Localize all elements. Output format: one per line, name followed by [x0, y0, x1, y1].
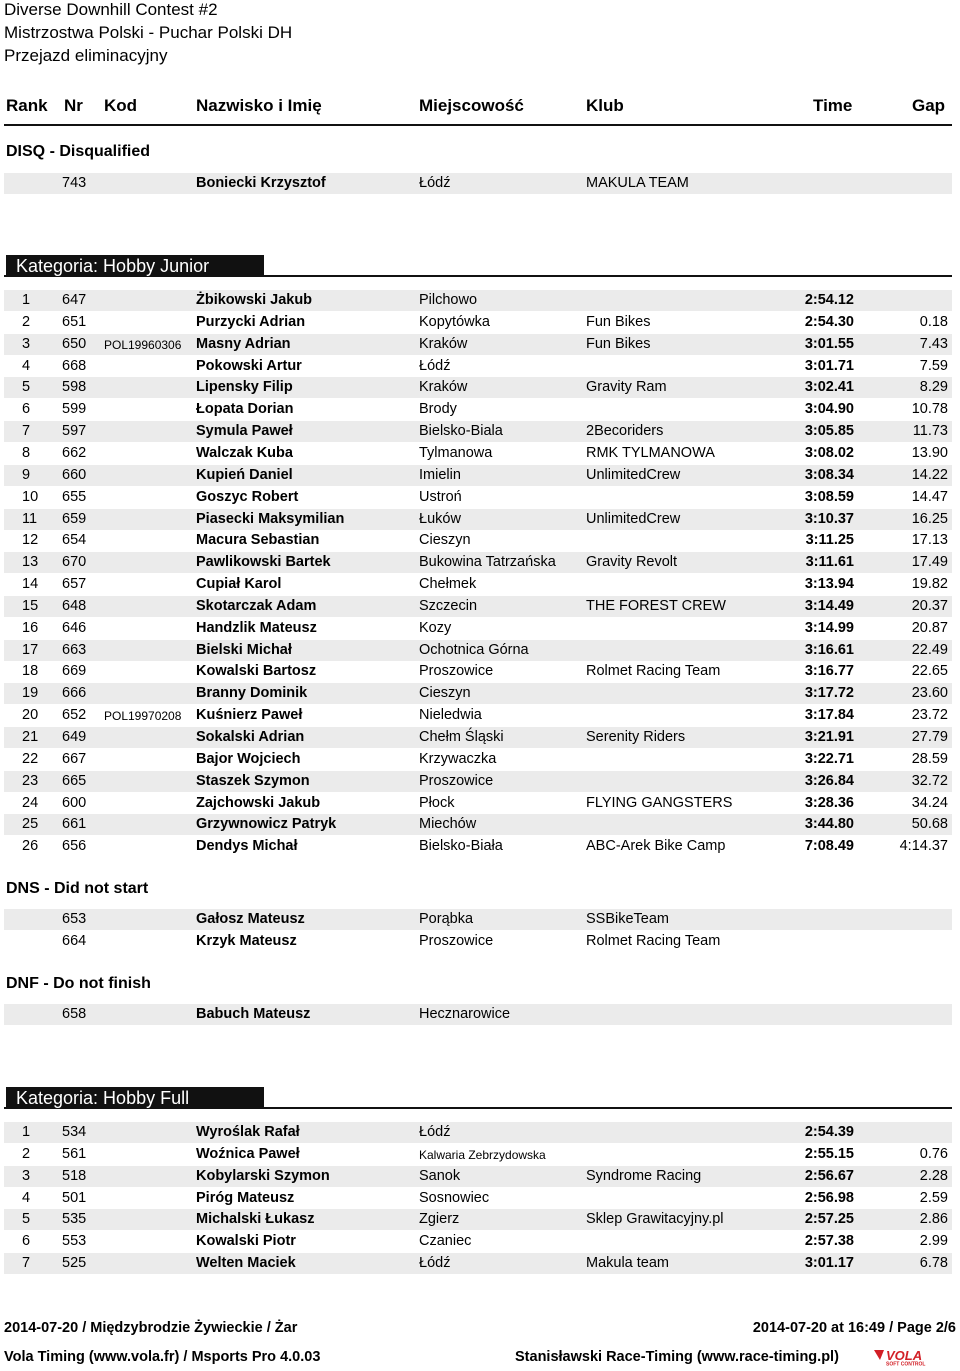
cell-nr: 667	[62, 750, 87, 767]
table-row	[4, 1231, 952, 1252]
cell-klub: Gravity Revolt	[586, 554, 678, 571]
cell-nr: 669	[62, 663, 87, 680]
cell-nr: 659	[62, 510, 87, 527]
cell-gap: 11.73	[912, 423, 948, 440]
cell-gap: 2.28	[919, 1167, 948, 1184]
cell-time: 3:21.91	[804, 729, 854, 745]
cell-nr: 651	[62, 313, 87, 330]
event-session: Przejazd eliminacyjny	[4, 46, 168, 65]
logo-text: VOLA	[886, 1348, 923, 1363]
table-row	[4, 661, 952, 682]
cell-rank: 11	[22, 510, 38, 527]
cell-time: 3:26.84	[804, 772, 854, 789]
cell-gap: 32.72	[911, 772, 948, 789]
cell-klub: Syndrome Racing	[586, 1167, 702, 1184]
cell-rank: 22	[22, 750, 39, 767]
cell-nr: 553	[62, 1233, 87, 1250]
table-row	[4, 640, 952, 661]
cell-gap: 22.65	[911, 663, 948, 680]
cell-rank: 14	[22, 576, 39, 593]
cell-nr: 661	[62, 816, 87, 833]
cell-time: 3:04.90	[804, 401, 854, 418]
cell-rank: 2	[22, 313, 31, 330]
cell-city: Hecznarowice	[419, 1006, 511, 1022]
footer-timestamp-page: 2014-07-20 at 16:49 / Page 2/6	[752, 1320, 956, 1336]
table-row	[4, 421, 952, 442]
cell-time: 2:54.12	[804, 292, 854, 308]
cell-rank: 1	[22, 1124, 31, 1140]
cell-gap: 6.78	[919, 1255, 948, 1272]
cell-city: Kozy	[419, 619, 452, 636]
cell-nr: 599	[62, 401, 87, 418]
table-row	[4, 618, 952, 639]
cell-time: 3:01.17	[804, 1255, 854, 1272]
cell-rank: 7	[22, 423, 31, 440]
cell-name: Purzycki Adrian	[196, 313, 306, 330]
table-row	[4, 909, 952, 930]
table-row	[4, 399, 952, 420]
cell-name: Bielski Michał	[196, 641, 292, 658]
cell-nr: 668	[62, 357, 87, 374]
table-row	[4, 356, 952, 377]
cell-rank: 5	[22, 379, 31, 396]
cell-name: Lipensky Filip	[196, 379, 293, 396]
cell-city: Szczecin	[419, 597, 478, 614]
table-row	[4, 814, 952, 835]
cell-rank: 8	[22, 444, 31, 461]
cell-rank: 25	[22, 816, 39, 833]
cell-rank: 19	[22, 685, 39, 702]
footer-timekeeper: Stanisławski Race-Timing (www.race-timing.pl)	[515, 1349, 839, 1365]
cell-time: 2:54.39	[804, 1124, 854, 1140]
header-divider	[4, 124, 952, 126]
cell-time: 3:08.59	[804, 488, 854, 505]
cell-city: Chełmek	[419, 576, 477, 593]
cell-city: Łódź	[419, 175, 451, 191]
cell-city: Bukowina Tatrzańska	[419, 554, 556, 571]
cell-gap: 10.78	[911, 401, 948, 418]
cell-city: Chełm Śląski	[419, 729, 504, 745]
cell-rank: 15	[22, 597, 39, 614]
table-row	[4, 443, 952, 464]
cell-klub: MAKULA TEAM	[586, 175, 689, 191]
col-name: Nazwisko i Imię	[196, 96, 322, 115]
cell-klub: Gravity Ram	[586, 379, 667, 396]
event-title: Diverse Downhill Contest #2	[4, 0, 218, 19]
cell-klub: UnlimitedCrew	[586, 466, 681, 483]
cell-name: Gałosz Mateusz	[196, 911, 305, 927]
footer-date-location: 2014-07-20 / Międzybrodzie Żywieckie / Żar	[4, 1320, 298, 1336]
cell-rank: 6	[22, 1233, 31, 1250]
vola-logo	[872, 1348, 956, 1366]
cell-city: Kopytówka	[419, 313, 490, 330]
cell-rank: 1	[22, 292, 31, 308]
table-row	[4, 683, 952, 704]
cell-gap: 22.49	[911, 641, 948, 658]
cell-city: Ochotnica Górna	[419, 641, 529, 658]
cell-rank: 12	[22, 532, 39, 549]
cell-gap: 2.99	[919, 1233, 948, 1250]
table-row	[4, 574, 952, 595]
cell-gap: 19.82	[911, 576, 948, 593]
cell-city: Sosnowiec	[419, 1189, 490, 1206]
cell-gap: 13.90	[911, 444, 948, 461]
table-row	[4, 377, 952, 398]
table-row	[4, 290, 952, 311]
category-hobby-junior: Kategoria: Hobby Junior	[6, 255, 264, 277]
cell-city: Proszowice	[419, 933, 494, 949]
cell-klub: Fun Bikes	[586, 313, 651, 330]
cell-city: Krzywaczka	[419, 750, 497, 767]
cell-nr: 663	[62, 641, 87, 658]
cell-rank: 18	[22, 663, 39, 680]
cell-rank: 21	[22, 729, 39, 745]
cell-gap: 7.59	[919, 357, 948, 374]
cell-time: 3:22.71	[804, 750, 854, 767]
cell-name: Kupień Daniel	[196, 466, 293, 483]
cell-rank: 10	[22, 488, 39, 505]
cell-gap: 17.13	[911, 532, 948, 549]
cell-name: Welten Maciek	[196, 1255, 296, 1272]
cell-rank: 26	[22, 838, 39, 855]
cell-nr: 670	[62, 554, 87, 571]
cell-time: 3:17.84	[804, 707, 854, 724]
table-row	[4, 1253, 952, 1274]
cell-klub: Fun Bikes	[586, 335, 651, 352]
cell-time: 3:01.71	[804, 357, 854, 374]
cell-city: Łódź	[419, 1255, 451, 1272]
cell-klub: ABC-Arek Bike Camp	[586, 838, 726, 855]
cell-city: Czaniec	[419, 1233, 472, 1250]
cell-rank: 9	[22, 466, 31, 483]
cell-name: Piasecki Maksymilian	[196, 510, 345, 527]
cell-name: Grzywnowicz Patryk	[196, 816, 337, 833]
table-row	[4, 1122, 952, 1143]
cell-rank: 16	[22, 619, 39, 636]
cell-city: Łódź	[419, 357, 451, 374]
table-row	[4, 1144, 952, 1165]
col-gap: Gap	[912, 96, 946, 115]
cell-city: Łuków	[419, 510, 461, 527]
cell-nr: 656	[62, 838, 87, 855]
cell-name: Skotarczak Adam	[196, 597, 317, 614]
cell-name: Branny Dominik	[196, 685, 308, 702]
cell-klub: THE FOREST CREW	[586, 597, 726, 614]
cell-name: Staszek Szymon	[196, 772, 310, 789]
cell-nr: 534	[62, 1124, 87, 1140]
cell-name: Żbikowski Jakub	[196, 292, 313, 308]
table-row	[4, 1166, 952, 1187]
table-row	[4, 312, 952, 333]
cell-city: Porąbka	[419, 911, 474, 927]
cell-nr: 655	[62, 488, 87, 505]
cell-time: 3:14.49	[804, 597, 854, 614]
cell-name: Cupiał Karol	[196, 576, 282, 593]
cell-gap: 20.87	[911, 619, 948, 636]
cell-name: Symula Paweł	[196, 423, 293, 440]
cell-gap: 27.79	[911, 729, 948, 745]
cell-gap: 23.60	[911, 685, 948, 702]
cell-rank: 3	[22, 335, 31, 352]
cell-rank: 24	[22, 794, 39, 811]
cell-rank: 23	[22, 772, 39, 789]
table-row	[4, 1004, 952, 1025]
cell-gap: 17.49	[911, 554, 948, 571]
cell-name: Kowalski Piotr	[196, 1233, 296, 1250]
cell-city: Cieszyn	[419, 532, 471, 549]
cell-city: Sanok	[419, 1167, 461, 1184]
cell-gap: 4:14.37	[899, 838, 948, 855]
cell-nr: 662	[62, 444, 87, 461]
cell-name: Kowalski Bartosz	[196, 663, 317, 680]
col-kod: Kod	[104, 96, 138, 115]
cell-rank: 20	[22, 707, 39, 724]
cell-nr: 561	[62, 1145, 87, 1162]
cell-rank: 5	[22, 1211, 31, 1228]
cell-nr: 647	[62, 292, 87, 308]
cell-time: 3:14.99	[804, 619, 854, 636]
cell-nr: 654	[62, 532, 87, 549]
cell-klub: RMK TYLMANOWA	[586, 444, 715, 461]
cell-name: Kuśnierz Paweł	[196, 707, 303, 724]
cell-name: Krzyk Mateusz	[196, 933, 297, 949]
cell-nr: 657	[62, 576, 87, 593]
cell-nr: 649	[62, 729, 87, 745]
cell-gap: 2.86	[919, 1211, 948, 1228]
cell-klub: UnlimitedCrew	[586, 510, 681, 527]
cell-name: Piróg Mateusz	[196, 1189, 295, 1206]
cell-nr: 653	[62, 911, 87, 927]
cell-city: Miechów	[419, 816, 477, 833]
table-row	[4, 509, 952, 530]
cell-time: 3:44.80	[804, 816, 854, 833]
cell-klub: Sklep Grawitacyjny.pl	[586, 1211, 724, 1228]
table-row	[4, 465, 952, 486]
cell-time: 2:56.98	[804, 1189, 854, 1206]
cell-rank: 7	[22, 1255, 31, 1272]
col-city: Miejscowość	[419, 96, 524, 115]
cell-city: Kraków	[419, 335, 468, 352]
cell-gap: 7.43	[919, 335, 948, 352]
cell-time: 3:16.77	[804, 663, 854, 680]
table-row	[4, 793, 952, 814]
cell-klub: Serenity Riders	[586, 729, 686, 745]
col-rank: Rank	[6, 96, 48, 115]
cell-gap: 14.47	[911, 488, 948, 505]
cell-gap: 16.25	[911, 510, 948, 527]
cell-time: 2:55.15	[804, 1145, 854, 1162]
cell-name: Pokowski Artur	[196, 357, 302, 374]
cell-time: 3:01.55	[804, 335, 854, 352]
cell-time: 3:08.34	[804, 466, 854, 483]
cell-time: 2:57.38	[804, 1233, 854, 1250]
cell-time: 2:54.30	[804, 313, 854, 330]
cell-time: 2:56.67	[804, 1167, 854, 1184]
cell-rank: 17	[22, 641, 39, 658]
cell-city: Bielsko-Biala	[419, 423, 503, 440]
cell-nr: 597	[62, 423, 87, 440]
cell-klub: Rolmet Racing Team	[586, 933, 721, 949]
cell-city: Cieszyn	[419, 685, 471, 702]
cell-nr: 600	[62, 794, 87, 811]
cell-city: Tylmanowa	[419, 444, 493, 461]
cell-time: 3:17.72	[804, 685, 854, 702]
cell-klub: 2Becoriders	[586, 423, 664, 440]
cell-city: Bielsko-Biała	[419, 838, 503, 855]
cell-gap: 50.68	[911, 816, 948, 833]
event-subtitle: Mistrzostwa Polski - Puchar Polski DH	[4, 23, 293, 42]
cell-city: Kraków	[419, 379, 468, 396]
table-row	[4, 836, 952, 857]
cell-city: Łódź	[419, 1124, 451, 1140]
cell-rank: 2	[22, 1145, 31, 1162]
dnf-heading: DNF - Do not finish	[6, 975, 151, 992]
cell-nr: 658	[62, 1006, 87, 1022]
table-row	[4, 771, 952, 792]
category-hobby-full: Kategoria: Hobby Full	[6, 1087, 264, 1109]
cell-city: Proszowice	[419, 772, 494, 789]
cell-name: Goszyc Robert	[196, 488, 299, 505]
cell-time: 3:28.36	[804, 794, 854, 811]
cell-city: Kalwaria Zebrzydowska	[419, 1147, 546, 1162]
cell-nr: 666	[62, 685, 87, 702]
cell-nr: 743	[62, 175, 87, 191]
cell-name: Kobylarski Szymon	[196, 1167, 330, 1184]
cell-name: Sokalski Adrian	[196, 729, 305, 745]
cell-city: Płock	[419, 794, 455, 811]
cell-klub: Rolmet Racing Team	[586, 663, 721, 680]
disq-heading: DISQ - Disqualified	[6, 143, 151, 160]
cell-name: Babuch Mateusz	[196, 1006, 311, 1022]
table-row	[4, 334, 952, 355]
cell-klub: Makula team	[586, 1255, 670, 1272]
cell-gap: 28.59	[911, 750, 948, 767]
table-row	[4, 173, 952, 194]
table-row	[4, 530, 952, 551]
cell-nr: 660	[62, 466, 87, 483]
table-row	[4, 596, 952, 617]
cell-time: 3:11.25	[805, 532, 854, 549]
cell-kod: POL19970208	[104, 709, 182, 724]
table-row	[4, 552, 952, 573]
cell-time: 3:11.61	[805, 554, 854, 571]
cell-name: Walczak Kuba	[196, 444, 293, 461]
cell-name: Boniecki Krzysztof	[196, 175, 326, 191]
cell-nr: 665	[62, 772, 87, 789]
cell-nr: 652	[62, 707, 87, 724]
cell-gap: 0.18	[919, 313, 948, 330]
cell-name: Zajchowski Jakub	[196, 794, 321, 811]
cell-time: 2:57.25	[804, 1211, 854, 1228]
cell-nr: 518	[62, 1167, 87, 1184]
cell-gap: 14.22	[911, 466, 948, 483]
cell-name: Bajor Wojciech	[196, 750, 301, 767]
cell-time: 3:10.37	[804, 510, 854, 527]
cell-name: Wyroślak Rafał	[196, 1124, 300, 1140]
cell-nr: 664	[62, 933, 87, 949]
cell-time: 7:08.49	[804, 838, 854, 855]
table-row	[4, 1188, 952, 1209]
table-row	[4, 749, 952, 770]
dns-heading: DNS - Did not start	[6, 880, 149, 897]
cell-gap: 23.72	[911, 707, 948, 724]
cell-nr: 525	[62, 1255, 87, 1272]
cell-city: Imielin	[419, 466, 461, 483]
cell-name: Woźnica Paweł	[196, 1145, 300, 1162]
cell-name: Macura Sebastian	[196, 532, 320, 549]
cell-name: Michalski Łukasz	[196, 1211, 315, 1228]
cell-nr: 646	[62, 619, 87, 636]
cell-city: Ustroń	[419, 488, 462, 505]
cell-time: 3:05.85	[804, 423, 854, 440]
table-row	[4, 931, 952, 952]
col-klub: Klub	[586, 96, 624, 115]
cell-nr: 648	[62, 597, 87, 614]
cell-nr: 650	[62, 335, 87, 352]
cell-city: Pilchowo	[419, 292, 478, 308]
cell-rank: 3	[22, 1167, 31, 1184]
cell-name: Dendys Michał	[196, 838, 298, 855]
cell-city: Brody	[419, 401, 457, 418]
cell-city: Nieledwia	[419, 707, 482, 724]
cell-nr: 535	[62, 1211, 87, 1228]
cell-nr: 598	[62, 379, 87, 396]
table-row	[4, 1209, 952, 1230]
cell-gap: 20.37	[911, 597, 948, 614]
cell-klub: FLYING GANGSTERS	[586, 794, 733, 811]
cell-name: Masny Adrian	[196, 335, 291, 352]
cell-kod: POL19960306	[104, 337, 182, 352]
cell-klub: SSBikeTeam	[586, 911, 670, 927]
cell-rank: 13	[22, 554, 39, 571]
cell-rank: 4	[22, 357, 31, 374]
cell-gap: 0.76	[919, 1145, 948, 1162]
cell-time: 3:16.61	[804, 641, 854, 658]
table-row	[4, 705, 952, 726]
cell-name: Łopata Dorian	[196, 401, 294, 418]
cell-city: Proszowice	[419, 663, 494, 680]
cell-gap: 2.59	[919, 1189, 948, 1206]
logo-subtext: SOFT CONTROL	[886, 1361, 926, 1366]
cell-gap: 34.24	[911, 794, 948, 811]
col-time: Time	[813, 96, 853, 115]
cell-time: 3:08.02	[804, 444, 854, 461]
cell-rank: 6	[22, 401, 31, 418]
cell-name: Handzlik Mateusz	[196, 619, 317, 636]
footer-software: Vola Timing (www.vola.fr) / Msports Pro 4.0.03	[4, 1349, 321, 1365]
cell-nr: 501	[62, 1189, 87, 1206]
cell-time: 3:13.94	[804, 576, 854, 593]
cell-gap: 8.29	[919, 379, 948, 396]
cell-rank: 4	[22, 1189, 31, 1206]
cell-time: 3:02.41	[804, 379, 854, 396]
table-row	[4, 727, 952, 748]
cell-name: Pawlikowski Bartek	[196, 554, 331, 571]
table-row	[4, 487, 952, 508]
col-nr: Nr	[64, 96, 83, 115]
cell-city: Zgierz	[419, 1211, 460, 1228]
